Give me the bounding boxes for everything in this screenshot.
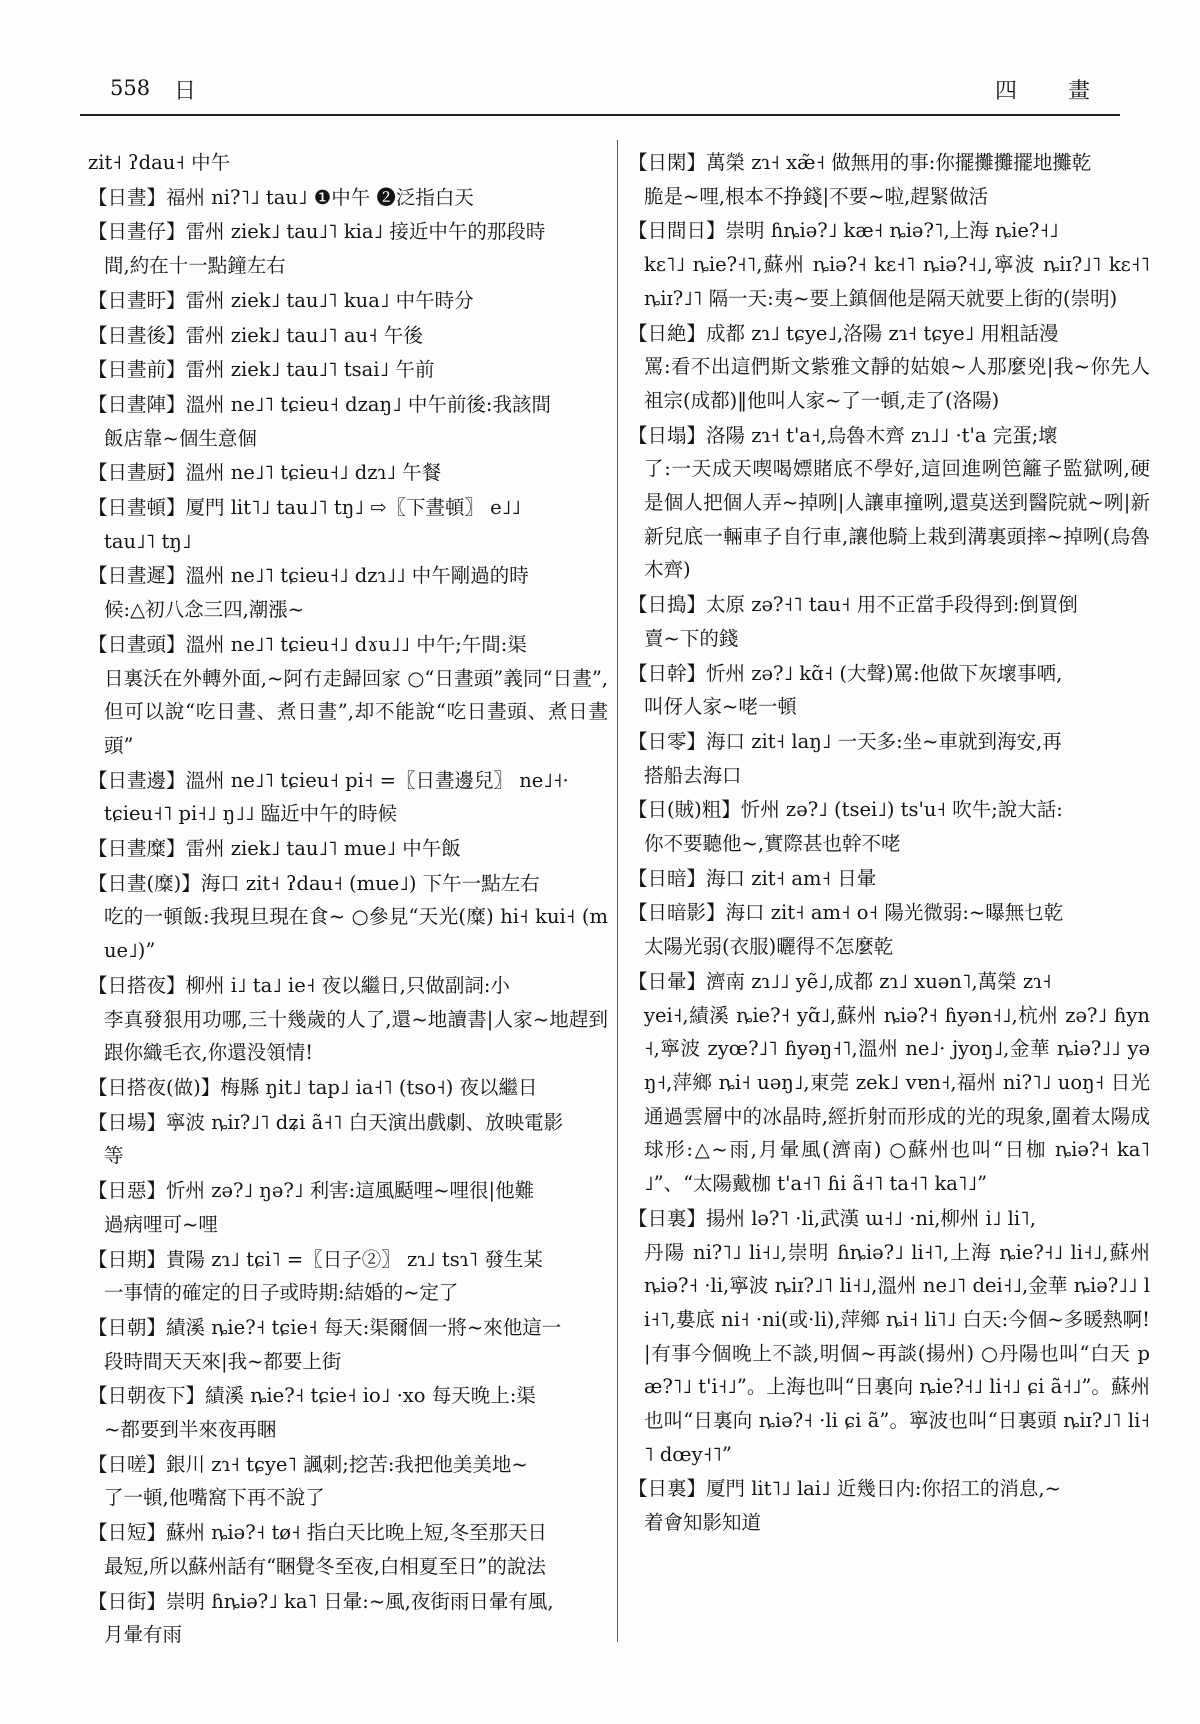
head-character: 日 <box>174 79 197 104</box>
entry-head: 【日閑】萬榮 zɿ˧ xæ̃˧ 做無用的事:你擺攤攤擺地攤乾 <box>628 151 1092 174</box>
entry-continuation: 搭船去海口 <box>644 763 742 787</box>
dictionary-entry <box>88 353 608 387</box>
entry-continuation: tɕieu˧˥ pi˧˩ ŋ˩˩ 臨近中午的時候 <box>104 802 398 826</box>
dictionary-entry <box>88 832 608 866</box>
entry-continuation: 月暈有雨 <box>104 1623 183 1647</box>
entry-head: 【日惡】忻州 zə?˩ ŋə?˩ 利害:這風颳哩~哩很|他難 <box>88 1179 535 1203</box>
entry-continuation: 賣~下的錢 <box>644 626 739 650</box>
entry-head: 【日朝夜下】績溪 ȵie?˧ tɕie˧ io˩ ·xo 每天晚上:渠 <box>88 1384 536 1408</box>
entry-head: 【日晝頭】溫州 ne˩˥ tɕieu˧˩ dɤu˩˩ 中午;午間:渠 <box>88 632 527 656</box>
dictionary-entry <box>628 725 1150 792</box>
dictionary-entry <box>88 1516 608 1583</box>
entry-head: 【日晝頓】厦門 lit˥˩ tau˩˥ tŋ˩ ⇨〖下晝頓〗 e˩˩ <box>88 496 521 520</box>
dictionary-entry <box>628 588 1150 655</box>
entry-head: 【日晝糜】雷州 ziek˩ tau˩˥ mue˩ 中午飯 <box>88 837 461 861</box>
dictionary-entry <box>88 1448 608 1515</box>
entry-continuation: yei˧,績溪 ȵie?˧ yɑ̃˩,蘇州 ȵiə?˧ ɦyən˧˩,杭州 zə?˩ ɦyn˧,寧波 zyœ?˩˥ ɦyəŋ˧˥,溫州 ne˩· jyoŋ˩,金華 ȵiə?˩˩ yəŋ˧,萍鄉 ȵi˧ uəŋ˩,東莞 zek˩ vɐn˧,福州 ni?˥˩ uoŋ˧ 日光通過雲層中的冰晶時,經折射而形成的光的現象,圍着太陽成球形:△~雨,月暈風(濟南) ○蘇州也叫“日枷 ȵiə?˧ ka˥˩”、“太陽戴枷 t'a˧˥ ɦi ã˧˥ ta˧˥ ka˥˩” <box>644 1003 1150 1196</box>
dictionary-entry <box>88 1106 608 1173</box>
entry-head: 【日搭夜(做)】梅縣 ŋit˩ tap˩ ia˧˥ (tso˧) 夜以繼日 <box>88 1075 538 1099</box>
entry-continuation: 間,約在十一點鐘左右 <box>104 254 286 278</box>
dictionary-entry <box>628 1202 1150 1472</box>
entry-continuation: 脆是~哩,根本不挣錢|不要~啦,趕緊做活 <box>644 184 989 208</box>
header-rule <box>80 114 1120 116</box>
entry-continuation: 罵:看不出這們斯文紫雅文靜的姑娘~人那麼兇|我~你先人祖宗(成都)‖他叫人家~了一頓,走了(洛陽) <box>644 355 1150 412</box>
entry-head: 【日幹】忻州 zə?˩ kɑ̃˧ (大聲)罵:他做下灰壞事哂, <box>628 661 1063 685</box>
entry-head: 【日零】海口 zit˧ laŋ˩ 一天多:坐~車就到海安,再 <box>628 729 1062 753</box>
left-column <box>88 146 608 1653</box>
dictionary-entry <box>88 1174 608 1241</box>
entry-continuation: 候:△初八念三四,潮漲~ <box>104 598 305 622</box>
entry-head: 【日裏】厦門 lit˥˩ lai˩ 近幾日内:你招工的消息,~ <box>628 1477 1061 1501</box>
dictionary-entry <box>88 215 608 282</box>
right-column <box>628 146 1150 1541</box>
entry-continuation: 了:一天成天喫喝嫖賭底不學好,這回進咧笆籬子監獄咧,硬是個人把個人弄~掉咧|人讓車撞咧,還莫送到醫院就~咧|新新兒底一輛車子自行車,讓他騎上栽到溝裏頭摔~掉咧(烏魯木齊) <box>644 457 1150 582</box>
entry-continuation: 日裏沃在外轉外面,~阿冇走歸回家 ○“日晝頭”義同“日晝”,但可以說“吃日晝、煮日晝”,却不能說“吃日晝頭、煮日晝頭” <box>104 666 608 757</box>
entry-head: 【日街】崇明 ɦȵiə?˩ ka˥ 日暈:~風,夜街雨日暈有風, <box>88 1589 554 1613</box>
entry-head: 【日晝邊】溫州 ne˩˥ tɕieu˧ pi˧ =〖日晝邊兒〗 ne˩˧· <box>88 768 569 792</box>
dictionary-entry <box>628 657 1150 724</box>
entry-head: 【日暗影】海口 zit˧ am˧ o˧ 陽光微弱:~曝無乜乾 <box>628 901 1064 925</box>
entry-head: 【日晝盱】雷州 ziek˩ tau˩˥ kua˩ 中午時分 <box>88 288 474 312</box>
column-divider <box>617 140 618 1642</box>
entry-continuation: 一事情的確定的日子或時期:結婚的~定了 <box>104 1281 459 1305</box>
entry-head: 【日朝】績溪 ȵie?˧ tɕie˧ 每天:渠爾個一將~來他這一 <box>88 1315 562 1339</box>
dictionary-entry <box>88 559 608 626</box>
entry-continuation: 吃的一頓飯:我現旦現在食~ ○參見“天光(糜) hi˧ kui˧ (mue˩)” <box>104 905 608 963</box>
dictionary-entry <box>628 793 1150 860</box>
entry-continuation: tau˩˥ tŋ˩ <box>104 529 192 553</box>
dictionary-entry <box>88 628 608 763</box>
entry-head: 【日塌】洛陽 zɿ˧ t'a˧,烏魯木齊 zɿ˩˩ ·t'a 完蛋;壞 <box>628 423 1058 447</box>
dictionary-entry <box>628 896 1150 963</box>
entry-head: 【日晝仔】雷州 ziek˩ tau˩˥ kia˩ 接近中午的那段時 <box>88 220 546 244</box>
entry-head: 【日場】寧波 ȵiɪ?˩˥ dʑi ã˧˥ 白天演出戲劇、放映電影 <box>88 1110 564 1134</box>
entry-continuation: 李真發狠用功哪,三十幾歲的人了,還~地讀書|人家~地趕到跟你織毛衣,你還没領情! <box>104 1007 608 1065</box>
dictionary-entry <box>628 419 1150 588</box>
dictionary-entry <box>88 1243 608 1310</box>
entry-continuation: 叫伢人家~咾一頓 <box>644 695 797 719</box>
dictionary-entry <box>628 965 1150 1201</box>
entry-head: 【日晝前】雷州 ziek˩ tau˩˥ tsai˩ 午前 <box>88 358 435 382</box>
dictionary-entry <box>628 214 1150 315</box>
dictionary-entry <box>88 969 608 1070</box>
entry-continuation: 你不要聽他~,實際甚也幹不咾 <box>644 832 901 856</box>
entry-continuation: 了一頓,他嘴窩下再不說了 <box>104 1486 325 1510</box>
entry-head: 【日短】蘇州 ȵiə?˧ tø˧ 指白天比晚上短,冬至那天日 <box>88 1521 548 1545</box>
dictionary-entry <box>88 1585 608 1652</box>
entry-continuation: 段時間天天來|我~都要上街 <box>104 1349 342 1373</box>
entry-head: 【日晝後】雷州 ziek˩ tau˩˥ au˧ 午後 <box>88 323 423 347</box>
entry-head: 【日搭夜】柳州 i˩ ta˩ ie˧ 夜以繼日,只做副詞:小 <box>88 973 510 997</box>
entry-head: 【日晝厨】溫州 ne˩˥ tɕieu˧˩ dzɿ˩ 午餐 <box>88 461 442 485</box>
dictionary-entry <box>88 491 608 558</box>
entry-head: 【日期】貴陽 zɿ˩ tɕi˥ =〖日子②〗 zɿ˩ tsɿ˥ 發生某 <box>88 1247 543 1271</box>
dictionary-entry <box>88 388 608 455</box>
entry-head: 【日搗】太原 zə?˧˥ tau˧ 用不正當手段得到:倒買倒 <box>628 593 1078 617</box>
entry-head: 【日間日】崇明 ɦȵiə?˩ kæ˧ ȵiə?˥,上海 ȵie?˧˩ <box>628 219 1059 243</box>
entry-head: 【日絶】成都 zɿ˩ tɕye˩,洛陽 zɿ˧ tɕye˩ 用粗話漫 <box>628 321 1059 345</box>
entry-continuation: 過病哩可~哩 <box>104 1212 218 1236</box>
entry-head: 【日晝遲】溫州 ne˩˥ tɕieu˧˩ dzɿ˩˩ 中午剛過的時 <box>88 564 529 588</box>
dictionary-entry <box>88 284 608 318</box>
entry-head: 【日晝(糜)】海口 zit˧ ʔdau˧ (mue˩) 下午一點左右 <box>88 871 540 895</box>
dictionary-entry <box>88 764 608 831</box>
dictionary-entry <box>628 317 1150 418</box>
entry-continuation: 丹陽 ni?˥˩ li˧˩,崇明 ɦȵiə?˩ li˧˥,上海 ȵie?˧˩ li˧˩,蘇州 ȵiə?˧ ·li,寧波 ȵiɪ?˩˥ li˧˩,溫州 ne˩˥ dei˧˩,金華 ȵiə?˩˩ li˧˥,婁底 ni˧ ·ni(或·li),萍鄉 ȵi˧ li˥˩ 白天:今個~多暖熱啊!|有事今個晚上不談,明個~再談(揚州) ○丹陽也叫“白天 pæ?˥˩ t'i˧˩”。上海也叫“日裏向 ȵie?˧˩ li˧˩ ɕi ã˧˩”。蘇州也叫“日裏向 ȵiə?˧ ·li ɕi ã”。寧波也叫“日裏頭 ȵiɪ?˩˥ li˧˥ dœy˧˥” <box>644 1240 1150 1466</box>
entry-continuation: kɛ˥˩ ȵie?˧˥,蘇州 ȵiə?˧ kɛ˧˥ ȵiə?˧˩,寧波 ȵiɪ?˩˥ kɛ˧˥ ȵiɪ?˩˥ 隔一天:夷~要上鎮個他是隔天就要上街的(崇明) <box>644 253 1150 310</box>
dictionary-entry <box>88 456 608 490</box>
page-number: 558 <box>110 76 151 100</box>
entry-continuation: ~都要到半來夜再睏 <box>104 1418 277 1442</box>
dictionary-entry <box>628 862 1150 896</box>
dictionary-entry <box>88 181 608 215</box>
entry-continuation: 等 <box>104 1144 124 1168</box>
entry-head: 【日嗟】銀川 zɿ˧ tɕye˥ 諷刺;挖苦:我把他美美地~ <box>88 1452 528 1476</box>
entry-continuation: 着會知影知道 <box>644 1511 762 1535</box>
entry-head: 【日暈】濟南 zɿ˩˩ yẽ˩,成都 zɿ˩ xuən˥,萬榮 zɿ˧ <box>628 969 1052 993</box>
section-title: 四 畫 <box>995 79 1112 104</box>
entry-head: zit˧ ʔdau˧ 中午 <box>88 151 231 174</box>
dictionary-entry <box>628 146 1150 213</box>
dictionary-entry <box>88 146 608 180</box>
entry-head: 【日晝】福州 ni?˥˩ tau˩ ❶中午 ❷泛指白天 <box>88 185 474 209</box>
entry-continuation: 飯店靠~個生意個 <box>104 426 257 450</box>
entry-continuation: 太陽光弱(衣服)曬得不怎麼乾 <box>644 935 894 959</box>
dictionary-entry <box>88 319 608 353</box>
dictionary-entry <box>88 867 608 968</box>
entry-head: 【日晝陣】溫州 ne˩˥ tɕieu˧ dzaŋ˩ 中午前後:我該間 <box>88 392 551 416</box>
dictionary-entry <box>88 1071 608 1105</box>
entry-head: 【日暗】海口 zit˧ am˧ 日暈 <box>628 866 877 890</box>
dictionary-entry <box>88 1311 608 1378</box>
entry-continuation: 最短,所以蘇州話有“睏覺冬至夜,白相夏至日”的說法 <box>104 1554 546 1578</box>
dictionary-entry <box>628 1472 1150 1539</box>
page-header <box>82 70 1118 110</box>
entry-head: 【日(賊)粗】忻州 zə?˩ (tsei˩) ts'u˧ 吹牛;說大話: <box>628 798 1063 822</box>
dictionary-entry <box>88 1379 608 1446</box>
entry-head: 【日裏】揚州 lə?˥ ·li,武漢 ɯ˧˩ ·ni,柳州 i˩ li˥, <box>628 1206 1036 1230</box>
